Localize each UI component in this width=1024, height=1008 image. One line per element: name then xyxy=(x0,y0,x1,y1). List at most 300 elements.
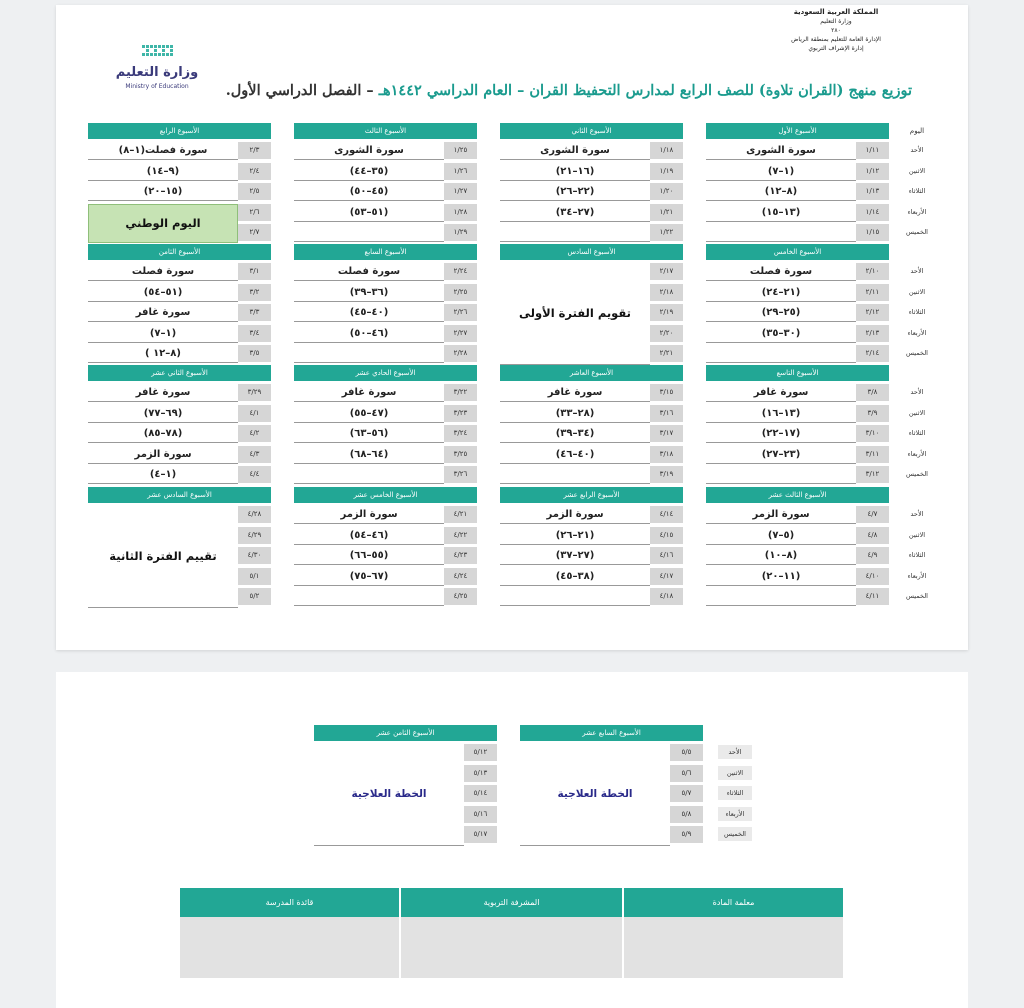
lesson-cell: (٦٩–٧٧) xyxy=(88,404,238,423)
date-cell: ١/١٥ xyxy=(856,224,889,241)
day-row xyxy=(706,182,889,201)
signature-table xyxy=(180,888,843,978)
date-cell: ٢/٧ xyxy=(238,224,271,241)
day-row xyxy=(706,445,889,464)
day-row xyxy=(500,567,683,586)
lesson-cell xyxy=(706,344,856,363)
day-label: الثلاثاء xyxy=(908,551,926,559)
date-cell: ٢/٢٦ xyxy=(444,304,477,321)
header-line: وزارة التعليم xyxy=(820,18,852,25)
date-cell: ٢/٢٤ xyxy=(444,263,477,280)
week-title: الأسبوع الخامس عشر xyxy=(294,487,477,503)
day-row xyxy=(706,162,889,181)
lesson-cell: (٤٠–٤٥) xyxy=(294,303,444,322)
lesson-cell: سورة الزمر xyxy=(500,505,650,524)
date-cell: ١/٢٩ xyxy=(444,224,477,241)
day-row xyxy=(706,404,889,423)
day-row xyxy=(706,141,889,160)
lesson-cell: (٤٧–٥٥) xyxy=(294,404,444,423)
date-cell: ٤/١٠ xyxy=(856,568,889,585)
date-cell: ٢/٢٨ xyxy=(444,345,477,362)
signature-column xyxy=(401,888,622,978)
lesson-cell: (٣٨–٤٥) xyxy=(500,567,650,586)
day-row xyxy=(500,445,683,464)
date-cell: ٣/٣ xyxy=(238,304,271,321)
day-row xyxy=(500,223,683,242)
day-label: الثلاثاء xyxy=(908,429,926,437)
day-label: الخميس xyxy=(718,827,752,841)
signature-column xyxy=(624,888,843,978)
day-row xyxy=(294,404,477,423)
date-cell: ١/٢٠ xyxy=(650,183,683,200)
lesson-cell: سورة الشورى xyxy=(294,141,444,160)
day-row xyxy=(294,505,477,524)
date-cell: ٥/١٢ xyxy=(464,744,497,761)
date-cell: ١/١٣ xyxy=(856,183,889,200)
date-cell: ٣/٥ xyxy=(238,345,271,362)
day-row xyxy=(500,141,683,160)
date-cell: ٤/٤ xyxy=(238,466,271,483)
date-cell: ٤/١٦ xyxy=(650,547,683,564)
lesson-cell xyxy=(500,587,650,606)
holiday-cell: اليوم الوطني xyxy=(88,204,238,243)
date-cell: ١/٢١ xyxy=(650,204,683,221)
date-cell: ٣/٤ xyxy=(238,325,271,342)
week-block xyxy=(706,487,889,608)
week-title: الأسبوع الثاني عشر xyxy=(88,365,271,381)
day-row xyxy=(88,182,271,201)
day-label: الاثنين xyxy=(908,408,926,417)
date-cell: ٣/١٩ xyxy=(650,466,683,483)
date-cell: ٤/١٥ xyxy=(650,527,683,544)
lesson-cell: (٢٢–٢٦) xyxy=(500,182,650,201)
day-label: الاثنين xyxy=(908,166,926,175)
lesson-cell: سورة الشورى xyxy=(706,141,856,160)
lesson-cell: (١–٧) xyxy=(706,162,856,181)
day-row xyxy=(500,587,683,606)
day-row xyxy=(88,424,271,443)
day-row xyxy=(294,383,477,402)
day-row xyxy=(294,324,477,343)
day-row xyxy=(706,567,889,586)
date-cell: ٥/١٣ xyxy=(464,765,497,782)
date-cell: ١/٢٢ xyxy=(650,224,683,241)
lesson-cell: (١٣–١٦) xyxy=(706,404,856,423)
date-cell: ٤/٨ xyxy=(856,527,889,544)
lesson-cell: (١٦–٢١) xyxy=(500,162,650,181)
day-row xyxy=(88,465,271,484)
date-cell: ٣/٢٦ xyxy=(444,466,477,483)
lesson-cell: سورة فصلت(١–٨) xyxy=(88,141,238,160)
day-row xyxy=(500,162,683,181)
header-line: الإدارة العامة للتعليم بمنطقة الرياض xyxy=(791,36,881,43)
date-cell: ٤/١٤ xyxy=(650,506,683,523)
lesson-cell: (٥٥–٦٦) xyxy=(294,546,444,565)
date-cell: ٣/١٠ xyxy=(856,425,889,442)
lesson-cell xyxy=(706,587,856,606)
day-row xyxy=(88,262,271,281)
date-cell: ٥/٨ xyxy=(670,806,703,823)
week-title: الأسبوع السابع xyxy=(294,244,477,260)
day-label: الخميس xyxy=(906,592,928,600)
day-label: الخميس xyxy=(906,349,928,357)
lesson-cell: (٣٤–٣٩) xyxy=(500,424,650,443)
week-title: الأسبوع العاشر xyxy=(500,365,683,381)
day-label: الخميس xyxy=(906,228,928,236)
date-cell: ٣/٢٣ xyxy=(444,405,477,422)
day-row xyxy=(706,262,889,281)
date-cell: ٤/٩ xyxy=(856,547,889,564)
day-row xyxy=(294,303,477,322)
date-cell: ٣/٢٥ xyxy=(444,446,477,463)
date-cell: ١/١٩ xyxy=(650,163,683,180)
week-title: الأسبوع التاسع xyxy=(706,365,889,381)
week-title: الأسبوع السابع عشر xyxy=(520,725,703,741)
date-cell: ٤/١٧ xyxy=(650,568,683,585)
day-row xyxy=(294,162,477,181)
lesson-cell: (٦٤–٦٨) xyxy=(294,445,444,464)
day-row xyxy=(294,182,477,201)
day-label: الأحد xyxy=(910,146,924,154)
date-cell: ٤/٣ xyxy=(238,446,271,463)
lesson-cell xyxy=(500,223,650,242)
lesson-cell: سورة غافر xyxy=(706,383,856,402)
date-cell: ٥/١ xyxy=(238,568,271,585)
week-title: الأسبوع الثامن عشر xyxy=(314,725,497,741)
date-cell: ٢/١٠ xyxy=(856,263,889,280)
day-row xyxy=(706,424,889,443)
lesson-cell: (١–٤) xyxy=(88,465,238,484)
week-block xyxy=(294,365,477,486)
lesson-cell: سورة فصلت xyxy=(88,262,238,281)
lesson-cell: سورة غافر xyxy=(88,303,238,322)
signature-box[interactable] xyxy=(401,917,622,978)
date-cell: ٤/٢٥ xyxy=(444,588,477,605)
day-row xyxy=(500,465,683,484)
lesson-cell: (٢٥–٢٩) xyxy=(706,303,856,322)
day-row xyxy=(500,526,683,545)
lesson-cell xyxy=(294,587,444,606)
date-cell: ١/٢٦ xyxy=(444,163,477,180)
week-title: الأسبوع الثاني xyxy=(500,123,683,139)
day-header-label: اليوم xyxy=(909,127,925,135)
day-row xyxy=(88,445,271,464)
signature-box[interactable] xyxy=(180,917,399,978)
date-cell: ٣/١ xyxy=(238,263,271,280)
date-cell: ٣/٢٤ xyxy=(444,425,477,442)
week-block xyxy=(520,725,703,846)
lesson-cell: (٨–١٢) xyxy=(706,182,856,201)
day-row xyxy=(294,344,477,363)
date-cell: ٣/١٨ xyxy=(650,446,683,463)
date-cell: ٣/٢٢ xyxy=(444,384,477,401)
title-tail: – الفصل الدراسي الأول. xyxy=(225,82,379,99)
day-label: الأربعاء xyxy=(907,207,927,216)
date-cell: ٢/١٣ xyxy=(856,325,889,342)
day-row xyxy=(706,223,889,242)
lesson-cell: (٩–١٤) xyxy=(88,162,238,181)
signature-header: معلمة المادة xyxy=(624,888,843,917)
lesson-cell xyxy=(294,344,444,363)
day-row xyxy=(500,203,683,222)
date-cell: ٣/١١ xyxy=(856,446,889,463)
week-block xyxy=(500,123,683,244)
lesson-cell: (١٥–٢٠) xyxy=(88,182,238,201)
week-title: الأسبوع الثالث xyxy=(294,123,477,139)
week-title: الأسبوع الثالث عشر xyxy=(706,487,889,503)
date-cell: ١/٢٥ xyxy=(444,142,477,159)
date-cell: ٢/١٧ xyxy=(650,263,683,280)
date-cell: ٤/١ xyxy=(238,405,271,422)
lesson-cell: (٧٨–٨٥) xyxy=(88,424,238,443)
date-cell: ٤/١١ xyxy=(856,588,889,605)
date-cell: ٥/١٧ xyxy=(464,826,497,843)
day-label: الأربعاء xyxy=(718,807,752,821)
day-row xyxy=(294,567,477,586)
lesson-cell: (٣٦–٣٩) xyxy=(294,283,444,302)
date-cell: ٣/٩ xyxy=(856,405,889,422)
week-block xyxy=(706,244,889,365)
day-row xyxy=(294,283,477,302)
logo-english-text: Ministry of Education xyxy=(125,83,189,90)
date-cell: ٣/٨ xyxy=(856,384,889,401)
header-line: ٢٨٠ xyxy=(831,27,841,34)
date-cell: ٤/١٨ xyxy=(650,588,683,605)
logo-arabic-text: وزارة التعليم xyxy=(115,65,199,80)
date-cell: ٢/١٨ xyxy=(650,284,683,301)
lesson-cell xyxy=(294,465,444,484)
week-title: الأسبوع الثامن xyxy=(88,244,271,260)
day-row xyxy=(706,303,889,322)
date-cell: ٥/١٤ xyxy=(464,785,497,802)
week-block xyxy=(88,244,271,365)
lesson-cell: سورة فصلت xyxy=(706,262,856,281)
lesson-cell: (٢٧–٣٧) xyxy=(500,546,650,565)
day-row xyxy=(706,203,889,222)
date-cell: ٢/٢٥ xyxy=(444,284,477,301)
lesson-cell: (٢٣–٢٧) xyxy=(706,445,856,464)
date-cell: ٤/٢٨ xyxy=(238,506,271,523)
merged-assessment-cell: الخطة العلاجية xyxy=(520,743,670,846)
header-line: المملكة العربية السعودية xyxy=(793,8,879,16)
date-cell: ٢/٢١ xyxy=(650,345,683,362)
date-cell: ٢/١٤ xyxy=(856,345,889,362)
day-label: الأحد xyxy=(910,267,924,275)
week-title: الأسبوع الحادي عشر xyxy=(294,365,477,381)
week-block xyxy=(88,487,271,608)
day-row xyxy=(706,324,889,343)
date-cell: ١/٢٨ xyxy=(444,204,477,221)
day-row xyxy=(294,546,477,565)
week-title: الأسبوع السادس xyxy=(500,244,683,260)
lesson-cell: (٣٥–٤٤) xyxy=(294,162,444,181)
date-cell: ٥/٥ xyxy=(670,744,703,761)
day-label: الاثنين xyxy=(908,287,926,296)
date-cell: ١/١٤ xyxy=(856,204,889,221)
lesson-cell: سورة فصلت xyxy=(294,262,444,281)
date-cell: ٣/٢ xyxy=(238,284,271,301)
week-block xyxy=(88,365,271,486)
lesson-cell: سورة الزمر xyxy=(88,445,238,464)
lesson-cell: سورة غافر xyxy=(294,383,444,402)
date-cell: ٢/٥ xyxy=(238,183,271,200)
lesson-cell: (١٧–٢٢) xyxy=(706,424,856,443)
date-cell: ٣/٢٩ xyxy=(238,384,271,401)
day-label: الثلاثاء xyxy=(908,187,926,195)
day-row xyxy=(706,505,889,524)
date-cell: ٤/٢ xyxy=(238,425,271,442)
day-row xyxy=(500,546,683,565)
day-row xyxy=(88,283,271,302)
date-cell: ٥/٩ xyxy=(670,826,703,843)
date-cell: ٤/٢٩ xyxy=(238,527,271,544)
lesson-cell: سورة الشورى xyxy=(500,141,650,160)
date-cell: ٣/١٧ xyxy=(650,425,683,442)
merged-assessment-cell: تقييم الفترة الثانية xyxy=(88,505,238,608)
lesson-cell: (٤٥–٥٠) xyxy=(294,182,444,201)
date-cell: ٢/١٩ xyxy=(650,304,683,321)
week-title: الأسبوع السادس عشر xyxy=(88,487,271,503)
date-cell: ٢/٣ xyxy=(238,142,271,159)
day-row xyxy=(706,546,889,565)
lesson-cell: (٨–١٢ ) xyxy=(88,344,238,363)
day-row xyxy=(706,587,889,606)
day-row xyxy=(88,324,271,343)
day-label: الثلاثاء xyxy=(718,786,752,800)
lesson-cell: (٢٨–٣٣) xyxy=(500,404,650,423)
date-cell: ٤/٢١ xyxy=(444,506,477,523)
date-cell: ٥/٧ xyxy=(670,785,703,802)
title-main: توزيع منهج (القران تلاوة) للصف الرابع لمدارس التحفيظ القران – العام الدراسي ١٤٤٢هـ xyxy=(378,82,912,99)
lesson-cell: (٢٧–٣٤) xyxy=(500,203,650,222)
day-row xyxy=(294,223,477,242)
lesson-cell: سورة غافر xyxy=(88,383,238,402)
signature-box[interactable] xyxy=(624,917,843,978)
week-title: الأسبوع الرابع xyxy=(88,123,271,139)
lesson-cell: (٦٧–٧٥) xyxy=(294,567,444,586)
date-cell: ١/١٢ xyxy=(856,163,889,180)
merged-assessment-cell: الخطة العلاجية xyxy=(314,743,464,846)
day-row xyxy=(294,262,477,281)
signature-column xyxy=(180,888,399,978)
week-block xyxy=(500,365,683,486)
signature-header: قائدة المدرسة xyxy=(180,888,399,917)
lesson-cell: (٤٦–٥٠) xyxy=(294,324,444,343)
day-row xyxy=(500,424,683,443)
date-cell: ٤/٣٠ xyxy=(238,547,271,564)
date-cell: ٢/٦ xyxy=(238,204,271,221)
week-block xyxy=(294,244,477,365)
day-row xyxy=(294,587,477,606)
day-label: الأحد xyxy=(910,510,924,518)
week-block xyxy=(314,725,497,846)
day-row xyxy=(706,383,889,402)
day-label: الأربعاء xyxy=(907,571,927,580)
day-row xyxy=(88,141,271,160)
day-row xyxy=(294,424,477,443)
day-row xyxy=(706,526,889,545)
week-title: الأسبوع الخامس xyxy=(706,244,889,260)
day-label: الاثنين xyxy=(718,766,752,780)
lesson-cell: (٥١–٥٣) xyxy=(294,203,444,222)
week-block xyxy=(294,487,477,608)
lesson-cell: (٥–٧) xyxy=(706,526,856,545)
date-cell: ٢/٢٧ xyxy=(444,325,477,342)
lesson-cell: (١١–٢٠) xyxy=(706,567,856,586)
day-row xyxy=(294,465,477,484)
day-label: الثلاثاء xyxy=(908,308,926,316)
day-row xyxy=(88,162,271,181)
day-row xyxy=(706,344,889,363)
day-label: الخميس xyxy=(906,470,928,478)
date-cell: ٢/١١ xyxy=(856,284,889,301)
day-row xyxy=(294,141,477,160)
week-title: الأسبوع الرابع عشر xyxy=(500,487,683,503)
date-cell: ٣/١٦ xyxy=(650,405,683,422)
lesson-cell: سورة الزمر xyxy=(706,505,856,524)
day-row xyxy=(294,445,477,464)
ministry-header xyxy=(776,8,896,53)
date-cell: ٢/٤ xyxy=(238,163,271,180)
week-title: الأسبوع الأول xyxy=(706,123,889,139)
lesson-cell xyxy=(294,223,444,242)
day-row xyxy=(706,283,889,302)
lesson-cell: (١–٧) xyxy=(88,324,238,343)
date-cell: ٥/٦ xyxy=(670,765,703,782)
page-title xyxy=(152,82,912,99)
week-block xyxy=(88,123,271,244)
date-cell: ٢/٢٠ xyxy=(650,325,683,342)
lesson-cell: (٥١–٥٤) xyxy=(88,283,238,302)
week-block xyxy=(706,365,889,486)
day-row xyxy=(88,303,271,322)
header-line: إدارة الإشراف التربوي xyxy=(808,45,864,52)
day-row xyxy=(500,383,683,402)
lesson-cell: (٤٦–٥٤) xyxy=(294,526,444,545)
date-cell: ٥/٢ xyxy=(238,588,271,605)
date-cell: ٤/٢٢ xyxy=(444,527,477,544)
lesson-cell: (٣٠–٣٥) xyxy=(706,324,856,343)
day-label: الأحد xyxy=(910,388,924,396)
day-row xyxy=(706,465,889,484)
day-label: الأربعاء xyxy=(907,449,927,458)
week-block xyxy=(500,487,683,608)
date-cell: ١/٢٧ xyxy=(444,183,477,200)
day-row xyxy=(500,182,683,201)
lesson-cell: سورة غافر xyxy=(500,383,650,402)
day-row xyxy=(88,383,271,402)
date-cell: ٣/١٢ xyxy=(856,466,889,483)
day-label: الأربعاء xyxy=(907,328,927,337)
lesson-cell: (٢١–٢٤) xyxy=(706,283,856,302)
lesson-cell xyxy=(500,465,650,484)
signature-header: المشرفة التربوية xyxy=(401,888,622,917)
week-block xyxy=(706,123,889,244)
lesson-cell: سورة الزمر xyxy=(294,505,444,524)
lesson-cell: (٢١–٢٦) xyxy=(500,526,650,545)
day-row xyxy=(294,526,477,545)
date-cell: ٢/١٢ xyxy=(856,304,889,321)
week-block xyxy=(500,244,683,365)
day-row xyxy=(500,505,683,524)
date-cell: ١/١١ xyxy=(856,142,889,159)
date-cell: ١/١٨ xyxy=(650,142,683,159)
lesson-cell: (٤٠–٤٦) xyxy=(500,445,650,464)
date-cell: ٤/٢٣ xyxy=(444,547,477,564)
day-row xyxy=(88,344,271,363)
day-label: الأحد xyxy=(718,745,752,759)
week-block xyxy=(294,123,477,244)
